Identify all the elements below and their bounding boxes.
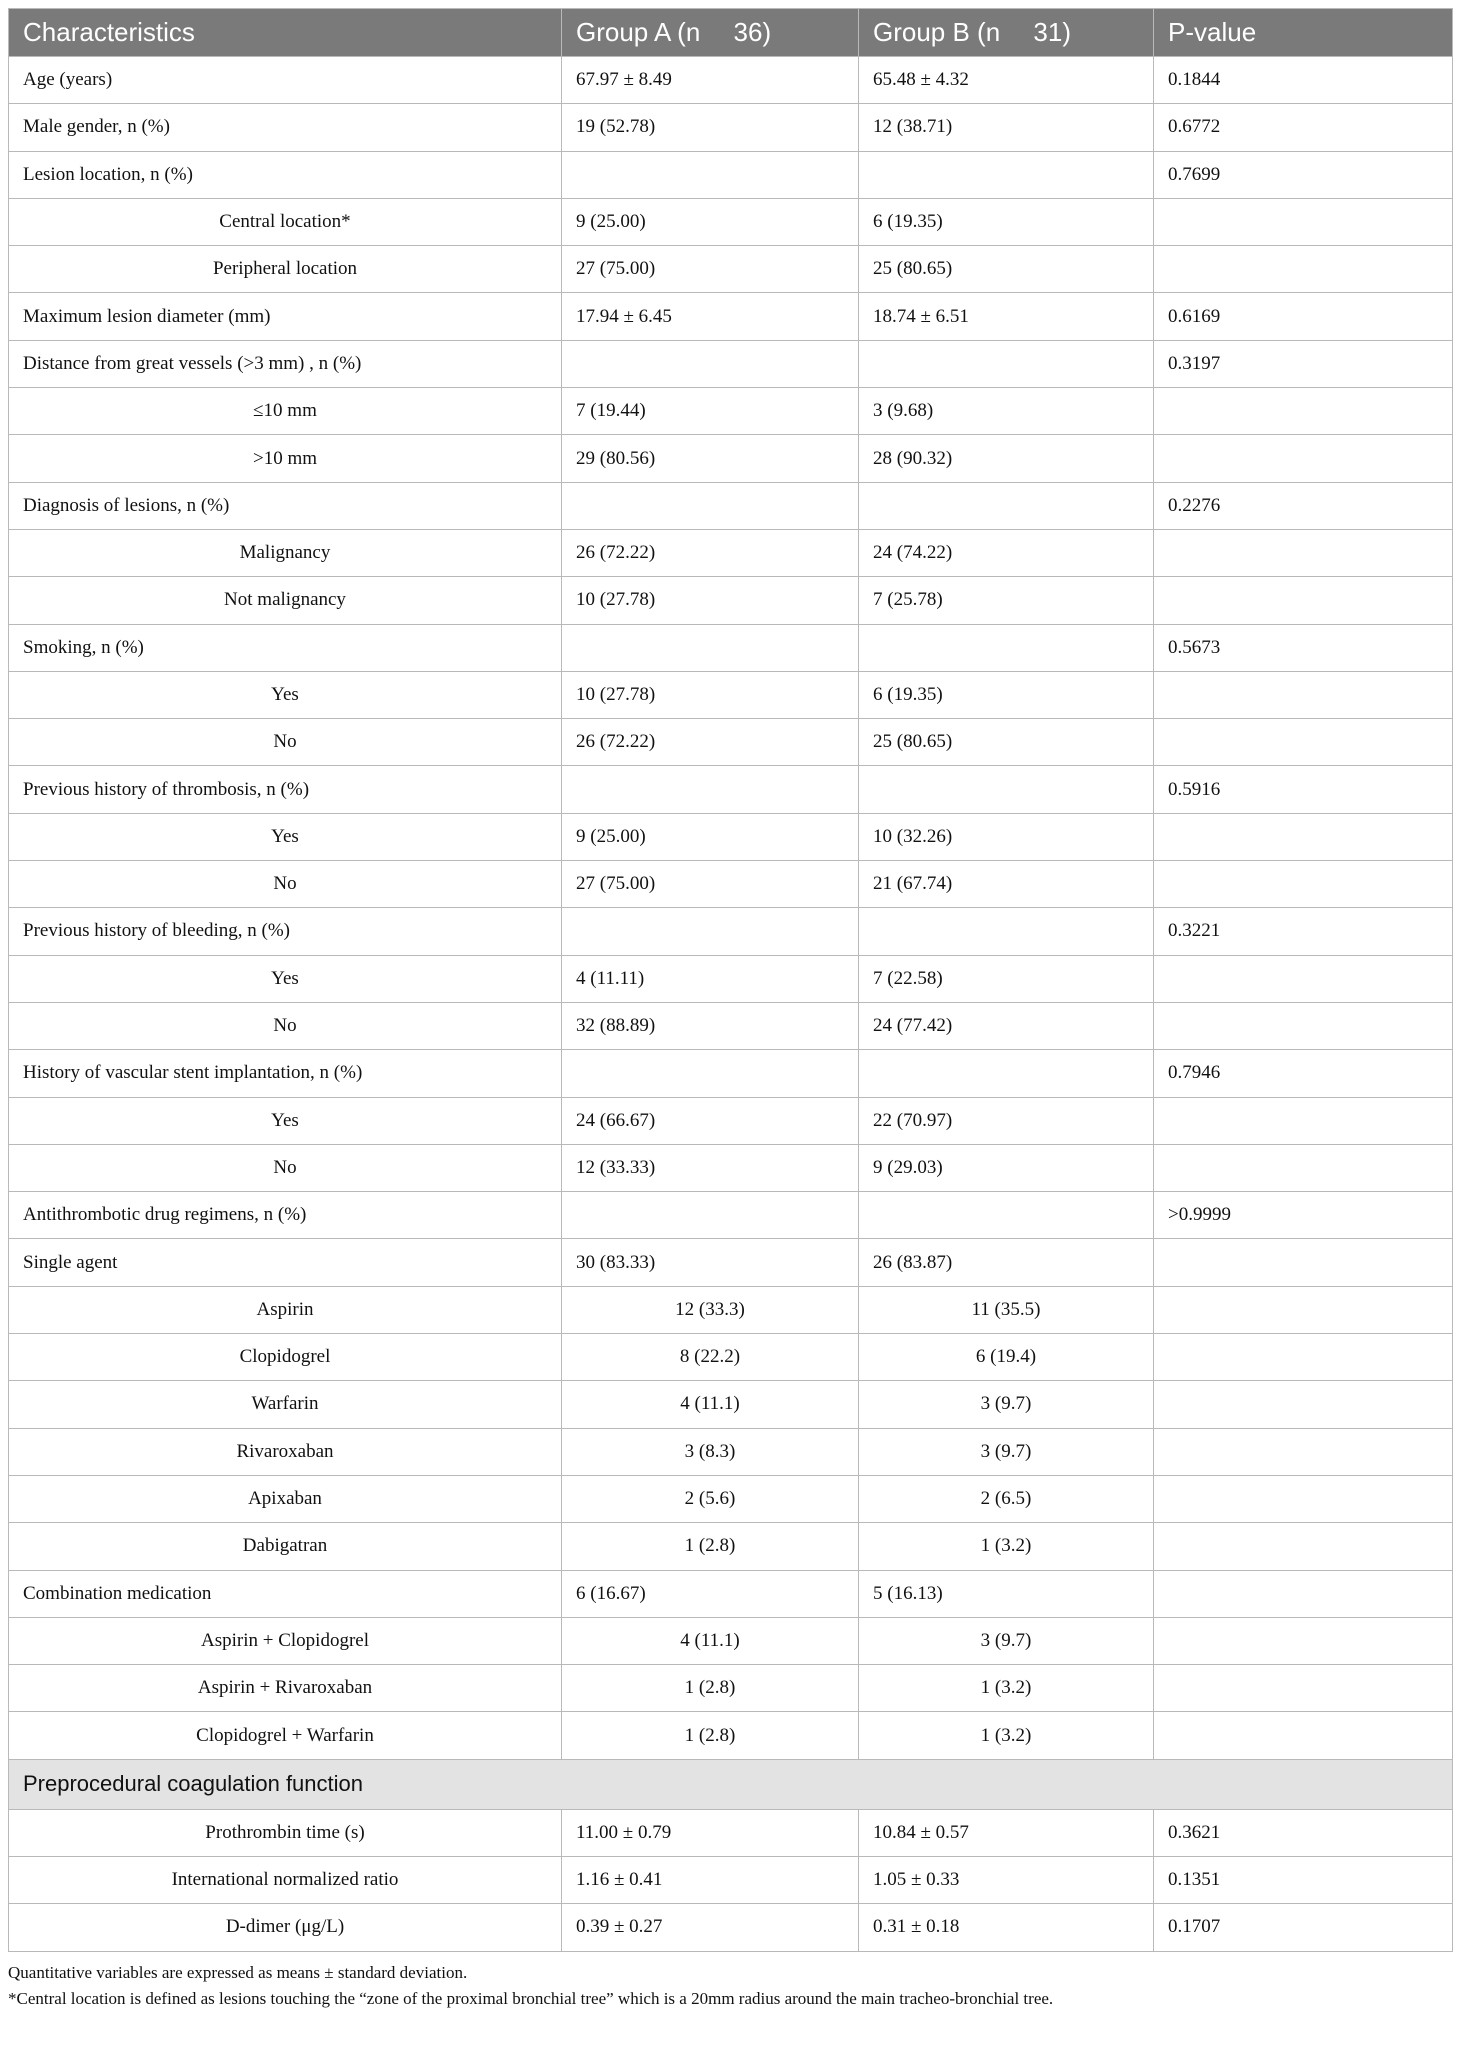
- p-value: 0.5916: [1154, 766, 1453, 813]
- row-label: Antithrombotic drug regimens, n (%): [9, 1192, 562, 1239]
- table-row: [9, 955, 1453, 1002]
- footnotes: [8, 1960, 1452, 2012]
- group-b-value: [859, 1192, 1154, 1239]
- row-label: Previous history of bleeding, n (%): [9, 908, 562, 955]
- row-label: Male gender, n (%): [9, 104, 562, 151]
- row-label: Yes: [9, 813, 562, 860]
- group-a-value: 1 (2.8): [562, 1665, 859, 1712]
- table-row: [9, 1381, 1453, 1428]
- row-label: Warfarin: [9, 1381, 562, 1428]
- section-title: Preprocedural coagulation function: [9, 1759, 1453, 1809]
- p-value: [1154, 435, 1453, 482]
- row-label: History of vascular stent implantation, n (%): [9, 1050, 562, 1097]
- row-label: Yes: [9, 671, 562, 718]
- p-value: [1154, 1523, 1453, 1570]
- p-value: [1154, 1428, 1453, 1475]
- group-b-value: 3 (9.7): [859, 1617, 1154, 1664]
- p-value: [1154, 671, 1453, 718]
- row-label: Apixaban: [9, 1475, 562, 1522]
- table-row: [9, 1665, 1453, 1712]
- p-value: [1154, 1617, 1453, 1664]
- row-label: Aspirin: [9, 1286, 562, 1333]
- p-value: [1154, 246, 1453, 293]
- table-row: [9, 766, 1453, 813]
- group-b-value: 6 (19.35): [859, 671, 1154, 718]
- group-a-value: [562, 766, 859, 813]
- table-row: [9, 1192, 1453, 1239]
- group-a-value: 10 (27.78): [562, 671, 859, 718]
- group-a-value: 27 (75.00): [562, 246, 859, 293]
- p-value: [1154, 813, 1453, 860]
- group-b-value: [859, 908, 1154, 955]
- p-value: [1154, 1381, 1453, 1428]
- header-row: [9, 9, 1453, 57]
- table-row: [9, 1002, 1453, 1049]
- table-row: [9, 1286, 1453, 1333]
- row-label: ≤10 mm: [9, 388, 562, 435]
- group-b-value: 22 (70.97): [859, 1097, 1154, 1144]
- table-row: [9, 482, 1453, 529]
- group-a-value: 4 (11.11): [562, 955, 859, 1002]
- group-a-value: 6 (16.67): [562, 1570, 859, 1617]
- p-value: 0.2276: [1154, 482, 1453, 529]
- group-a-value: 9 (25.00): [562, 198, 859, 245]
- table-row: [9, 198, 1453, 245]
- group-b-value: 9 (29.03): [859, 1144, 1154, 1191]
- p-value: [1154, 1097, 1453, 1144]
- row-label: Central location*: [9, 198, 562, 245]
- row-label: Aspirin + Rivaroxaban: [9, 1665, 562, 1712]
- table-row: [9, 104, 1453, 151]
- p-value: 0.1707: [1154, 1904, 1453, 1951]
- table-row: [9, 529, 1453, 576]
- p-value: [1154, 1144, 1453, 1191]
- group-b-value: 12 (38.71): [859, 104, 1154, 151]
- group-a-value: 29 (80.56): [562, 435, 859, 482]
- group-a-value: [562, 908, 859, 955]
- group-b-value: 2 (6.5): [859, 1475, 1154, 1522]
- p-value: 0.3221: [1154, 908, 1453, 955]
- row-label: Yes: [9, 955, 562, 1002]
- p-value: 0.7699: [1154, 151, 1453, 198]
- group-b-value: 65.48 ± 4.32: [859, 57, 1154, 104]
- group-a-value: 27 (75.00): [562, 861, 859, 908]
- p-value: [1154, 577, 1453, 624]
- table-row: [9, 1475, 1453, 1522]
- group-b-value: 10 (32.26): [859, 813, 1154, 860]
- group-a-value: 4 (11.1): [562, 1617, 859, 1664]
- group-b-value: 28 (90.32): [859, 435, 1154, 482]
- group-b-value: 25 (80.65): [859, 719, 1154, 766]
- table-row: [9, 246, 1453, 293]
- p-value: [1154, 1286, 1453, 1333]
- row-label: Malignancy: [9, 529, 562, 576]
- group-a-value: [562, 1050, 859, 1097]
- group-a-value: 19 (52.78): [562, 104, 859, 151]
- group-a-value: 8 (22.2): [562, 1334, 859, 1381]
- header-p-value: P-value: [1154, 9, 1453, 57]
- row-label: Maximum lesion diameter (mm): [9, 293, 562, 340]
- group-a-value: [562, 340, 859, 387]
- row-label: Aspirin + Clopidogrel: [9, 1617, 562, 1664]
- footnote: Quantitative variables are expressed as means ± standard deviation.: [8, 1962, 468, 1982]
- row-label: Clopidogrel + Warfarin: [9, 1712, 562, 1759]
- row-label: Dabigatran: [9, 1523, 562, 1570]
- table-row: [9, 1523, 1453, 1570]
- row-label: Single agent: [9, 1239, 562, 1286]
- table-row: [9, 435, 1453, 482]
- table-row: [9, 340, 1453, 387]
- row-label: Rivaroxaban: [9, 1428, 562, 1475]
- group-a-value: 2 (5.6): [562, 1475, 859, 1522]
- group-b-value: [859, 151, 1154, 198]
- group-a-value: 30 (83.33): [562, 1239, 859, 1286]
- group-a-value: 24 (66.67): [562, 1097, 859, 1144]
- table-row: [9, 1097, 1453, 1144]
- header-group-a: Group A (n 36): [562, 9, 859, 57]
- group-b-value: 25 (80.65): [859, 246, 1154, 293]
- group-a-value: 1.16 ± 0.41: [562, 1856, 859, 1903]
- table-row: [9, 861, 1453, 908]
- p-value: 0.3197: [1154, 340, 1453, 387]
- table-row: [9, 151, 1453, 198]
- group-a-value: 26 (72.22): [562, 529, 859, 576]
- group-b-value: 3 (9.7): [859, 1381, 1154, 1428]
- row-label: Diagnosis of lesions, n (%): [9, 482, 562, 529]
- group-b-value: 3 (9.7): [859, 1428, 1154, 1475]
- group-a-value: [562, 151, 859, 198]
- group-b-value: 1 (3.2): [859, 1712, 1154, 1759]
- p-value: >0.9999: [1154, 1192, 1453, 1239]
- p-value: 0.7946: [1154, 1050, 1453, 1097]
- table-row: [9, 1856, 1453, 1903]
- characteristics-table: [8, 8, 1453, 1952]
- group-a-value: 26 (72.22): [562, 719, 859, 766]
- group-b-value: 5 (16.13): [859, 1570, 1154, 1617]
- row-label: International normalized ratio: [9, 1856, 562, 1903]
- row-label: Distance from great vessels (>3 mm) , n (%): [9, 340, 562, 387]
- group-a-value: 11.00 ± 0.79: [562, 1809, 859, 1856]
- header-group-b: Group B (n 31): [859, 9, 1154, 57]
- p-value: [1154, 1002, 1453, 1049]
- row-label: Age (years): [9, 57, 562, 104]
- group-b-value: 6 (19.35): [859, 198, 1154, 245]
- p-value: 0.6772: [1154, 104, 1453, 151]
- group-b-value: 3 (9.68): [859, 388, 1154, 435]
- table-row: [9, 671, 1453, 718]
- p-value: [1154, 719, 1453, 766]
- p-value: [1154, 1239, 1453, 1286]
- row-label: D-dimer (μg/L): [9, 1904, 562, 1951]
- table-row: [9, 1904, 1453, 1951]
- header-characteristics: Characteristics: [9, 9, 562, 57]
- group-a-value: 4 (11.1): [562, 1381, 859, 1428]
- row-label: Smoking, n (%): [9, 624, 562, 671]
- p-value: [1154, 861, 1453, 908]
- p-value: [1154, 1665, 1453, 1712]
- row-label: Not malignancy: [9, 577, 562, 624]
- p-value: [1154, 1570, 1453, 1617]
- group-b-value: 24 (77.42): [859, 1002, 1154, 1049]
- p-value: 0.6169: [1154, 293, 1453, 340]
- group-a-value: 12 (33.33): [562, 1144, 859, 1191]
- row-label: Lesion location, n (%): [9, 151, 562, 198]
- group-a-value: [562, 1192, 859, 1239]
- group-a-value: 17.94 ± 6.45: [562, 293, 859, 340]
- group-a-value: 7 (19.44): [562, 388, 859, 435]
- row-label: Yes: [9, 1097, 562, 1144]
- table-row: [9, 719, 1453, 766]
- group-a-value: [562, 624, 859, 671]
- table-row: [9, 1570, 1453, 1617]
- group-b-value: 21 (67.74): [859, 861, 1154, 908]
- group-a-value: 1 (2.8): [562, 1712, 859, 1759]
- group-b-value: 10.84 ± 0.57: [859, 1809, 1154, 1856]
- p-value: [1154, 1475, 1453, 1522]
- table-row: [9, 1428, 1453, 1475]
- table-row: [9, 1144, 1453, 1191]
- table-row: [9, 1050, 1453, 1097]
- table-row: [9, 1712, 1453, 1759]
- p-value: 0.3621: [1154, 1809, 1453, 1856]
- p-value: [1154, 1712, 1453, 1759]
- group-a-value: [562, 482, 859, 529]
- p-value: [1154, 1334, 1453, 1381]
- group-b-value: [859, 1050, 1154, 1097]
- row-label: Combination medication: [9, 1570, 562, 1617]
- group-b-value: 24 (74.22): [859, 529, 1154, 576]
- table-row: [9, 388, 1453, 435]
- row-label: Clopidogrel: [9, 1334, 562, 1381]
- table-row: [9, 1617, 1453, 1664]
- table-row: [9, 57, 1453, 104]
- p-value: [1154, 529, 1453, 576]
- row-label: Previous history of thrombosis, n (%): [9, 766, 562, 813]
- row-label: No: [9, 719, 562, 766]
- group-b-value: 7 (22.58): [859, 955, 1154, 1002]
- group-a-value: 12 (33.3): [562, 1286, 859, 1333]
- p-value: [1154, 198, 1453, 245]
- group-a-value: 32 (88.89): [562, 1002, 859, 1049]
- group-b-value: 1 (3.2): [859, 1665, 1154, 1712]
- table-row: [9, 1809, 1453, 1856]
- group-b-value: 1 (3.2): [859, 1523, 1154, 1570]
- table-row: [9, 813, 1453, 860]
- group-b-value: 18.74 ± 6.51: [859, 293, 1154, 340]
- row-label: No: [9, 1002, 562, 1049]
- p-value: [1154, 955, 1453, 1002]
- row-label: No: [9, 861, 562, 908]
- group-b-value: [859, 624, 1154, 671]
- group-b-value: [859, 482, 1154, 529]
- group-a-value: 9 (25.00): [562, 813, 859, 860]
- group-b-value: 11 (35.5): [859, 1286, 1154, 1333]
- table-row: [9, 293, 1453, 340]
- footnote: *Central location is defined as lesions touching the “zone of the proximal bronchial tree” which is a 20mm radius around the main tracheo-bronchial tree.: [8, 1988, 1054, 2008]
- group-b-value: 0.31 ± 0.18: [859, 1904, 1154, 1951]
- group-b-value: [859, 340, 1154, 387]
- row-label: Peripheral location: [9, 246, 562, 293]
- row-label: Prothrombin time (s): [9, 1809, 562, 1856]
- p-value: 0.1844: [1154, 57, 1453, 104]
- table-row: [9, 908, 1453, 955]
- group-a-value: 1 (2.8): [562, 1523, 859, 1570]
- table-row: [9, 624, 1453, 671]
- section-row: [9, 1759, 1453, 1809]
- group-a-value: 3 (8.3): [562, 1428, 859, 1475]
- group-b-value: 7 (25.78): [859, 577, 1154, 624]
- table-wrapper: [8, 8, 1452, 2012]
- group-a-value: 10 (27.78): [562, 577, 859, 624]
- table-row: [9, 1239, 1453, 1286]
- group-b-value: 6 (19.4): [859, 1334, 1154, 1381]
- row-label: No: [9, 1144, 562, 1191]
- group-a-value: 0.39 ± 0.27: [562, 1904, 859, 1951]
- group-b-value: 26 (83.87): [859, 1239, 1154, 1286]
- row-label: >10 mm: [9, 435, 562, 482]
- group-b-value: 1.05 ± 0.33: [859, 1856, 1154, 1903]
- p-value: [1154, 388, 1453, 435]
- table-row: [9, 1334, 1453, 1381]
- table-row: [9, 577, 1453, 624]
- p-value: 0.5673: [1154, 624, 1453, 671]
- p-value: 0.1351: [1154, 1856, 1453, 1903]
- group-b-value: [859, 766, 1154, 813]
- group-a-value: 67.97 ± 8.49: [562, 57, 859, 104]
